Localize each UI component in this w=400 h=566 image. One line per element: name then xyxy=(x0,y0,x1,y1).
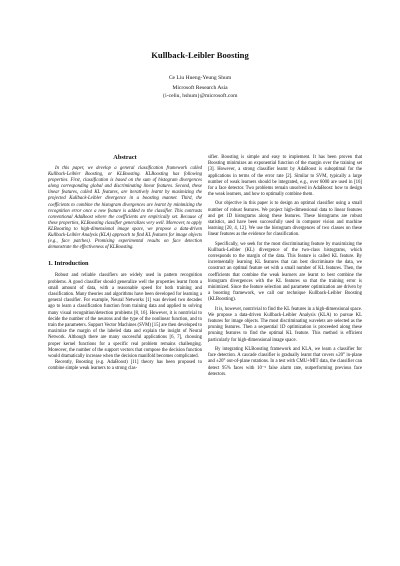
right-paragraph-1: sifier. Boosting is simple and easy to implement. It has been proven that Boosting minimizes an exponential function of the margin over the training set [3]. However, a strong classifier learnt by AdaBoost is suboptimal for the applications in terms of the error rate [2]. Similar to SVM, typically a large number of weak learners should be integrated, e.g., over 6000 are used in [16] for a face detector. Two problems remain unsolved in AdaBoost: how to design the weak learners, and how to optimally combine them. xyxy=(208,155,362,198)
abstract-text: In this paper, we develop a general classification framework called Kullback-Leibler Boosting, or KLBoosting. KLBoosting has following properties. First, classification is based on the sum of histogram divergences along corresponding global and discriminating linear features. Second, these linear features, called KL features, are iteratively learnt by maximizing the projected Kullback-Leibler divergence in a boosting manner. Third, the coefficients to combine the histogram divergences are learnt by minimizing the recognition error once a new feature is added to the classifier. This contrasts conventional AdaBoost where the coefficients are empirically set. Because of these properties, KLBoosting classifier generalizes very well. Moreover, to apply KLBoosting to high-dimensional image space, we propose a data-driven Kullback-Leibler Analysis (KLA) approach to find KL features for image objects (e.g., face patches). Promising experimental results on face detection demonstrate the effectiveness of KLBoosting. xyxy=(48,166,202,251)
right-paragraph-5: By integrating KLBoosting framework and KLA, we learn a classifier for face detection. A cascade classifier is gradually learnt that covers ±20° in-plane and ±20° out-of-plane rotations. In a test with CMU+MIT data, the classifier can detect 95% faces with 10⁻⁵ false alarm rate, outperforming previous face detectors. xyxy=(208,346,362,377)
paper-title: Kullback-Leibler Boosting xyxy=(151,50,249,60)
section-heading-introduction: 1. Introduction xyxy=(48,260,89,268)
right-column xyxy=(208,155,362,378)
paper-emails: {i-celiu, hshum}@microsoft.com xyxy=(162,93,238,99)
right-paragraph-3: Specifically, we seek for the most discriminating feature by maximizing the Kullback-Leibler (KL) divergence of the two-class histograms, which corresponds to the margin of the data. This feature is called KL feature. By incrementally learning KL features that can best discriminate the data, we construct an optimal feature set with a small number of KL features. Then, the coefficients that combine the weak learners are learnt to best combine the histogram divergences with the KL features so that the training error is minimized. Since the feature selection and parameter optimization are driven by a boosting framework, we call our technique Kullback-Leibler Boosting (KLBoosting). xyxy=(208,241,362,303)
paper-authors: Ce Liu Hueng-Yeung Shum xyxy=(168,75,232,81)
intro-paragraph-2: Recently, Boosting (e.g. AdaBoost) [11] theory has been proposed to combine simple weak learners to a strong clas- xyxy=(48,360,202,372)
paper-affiliation: Microsoft Research Asia xyxy=(172,85,228,91)
right-paragraph-4: It is, however, nontrivial to find the KL features in a high-dimensional space. We propose a data-driven Kullback-Leibler Analysis (KLA) to pursue KL features for image objects. The most discriminating wavelets are selected as the pruning features. Then a sequential 1D optimization is proceeded along these pruning features to find the optimal KL feature. This method is efficient particularly for high-dimensional image space. xyxy=(208,306,362,343)
left-column xyxy=(48,154,202,373)
intro-paragraph-1: Robust and reliable classifiers are widely used in pattern recognition problems. A good classifier should generalize well the properties learnt from a small amount of data, with a reasonable speed for both training and classification. Many theories and algorithms have been developed for learning a general classifier. For example, Neural Networks [1] was devised two decades ago to learn a classification function from training data and applied to solving many visual recognition/detection problems [8, 16]. However, it is nontrivial to decide the number of the neurons and the type of the nonlinear function, and to train the parameters. Support Vector Machines (SVM) [15] are then developed to maximize the margin of the labeled data and explain the insight of Neural Network. Although there are many successful applications [6, 7], choosing proper kernel functions for a specific real problem remains challenging. Moreover, the number of the support vectors that compose the decision function would dramatically increase when the decision manifold becomes complicated. xyxy=(48,273,202,359)
right-paragraph-2: Our objective in this paper is to design an optimal classifier using a small number of robust features. We project high-dimensional data to linear features and get 1D histograms along these features. These histograms are robust statistics, and have been successfully used in computer vision and machine learning [20, 4, 12]. We use the histogram divergences of two classes on these linear features as the evidence for classification. xyxy=(208,201,362,238)
abstract-heading: Abstract xyxy=(113,154,137,161)
